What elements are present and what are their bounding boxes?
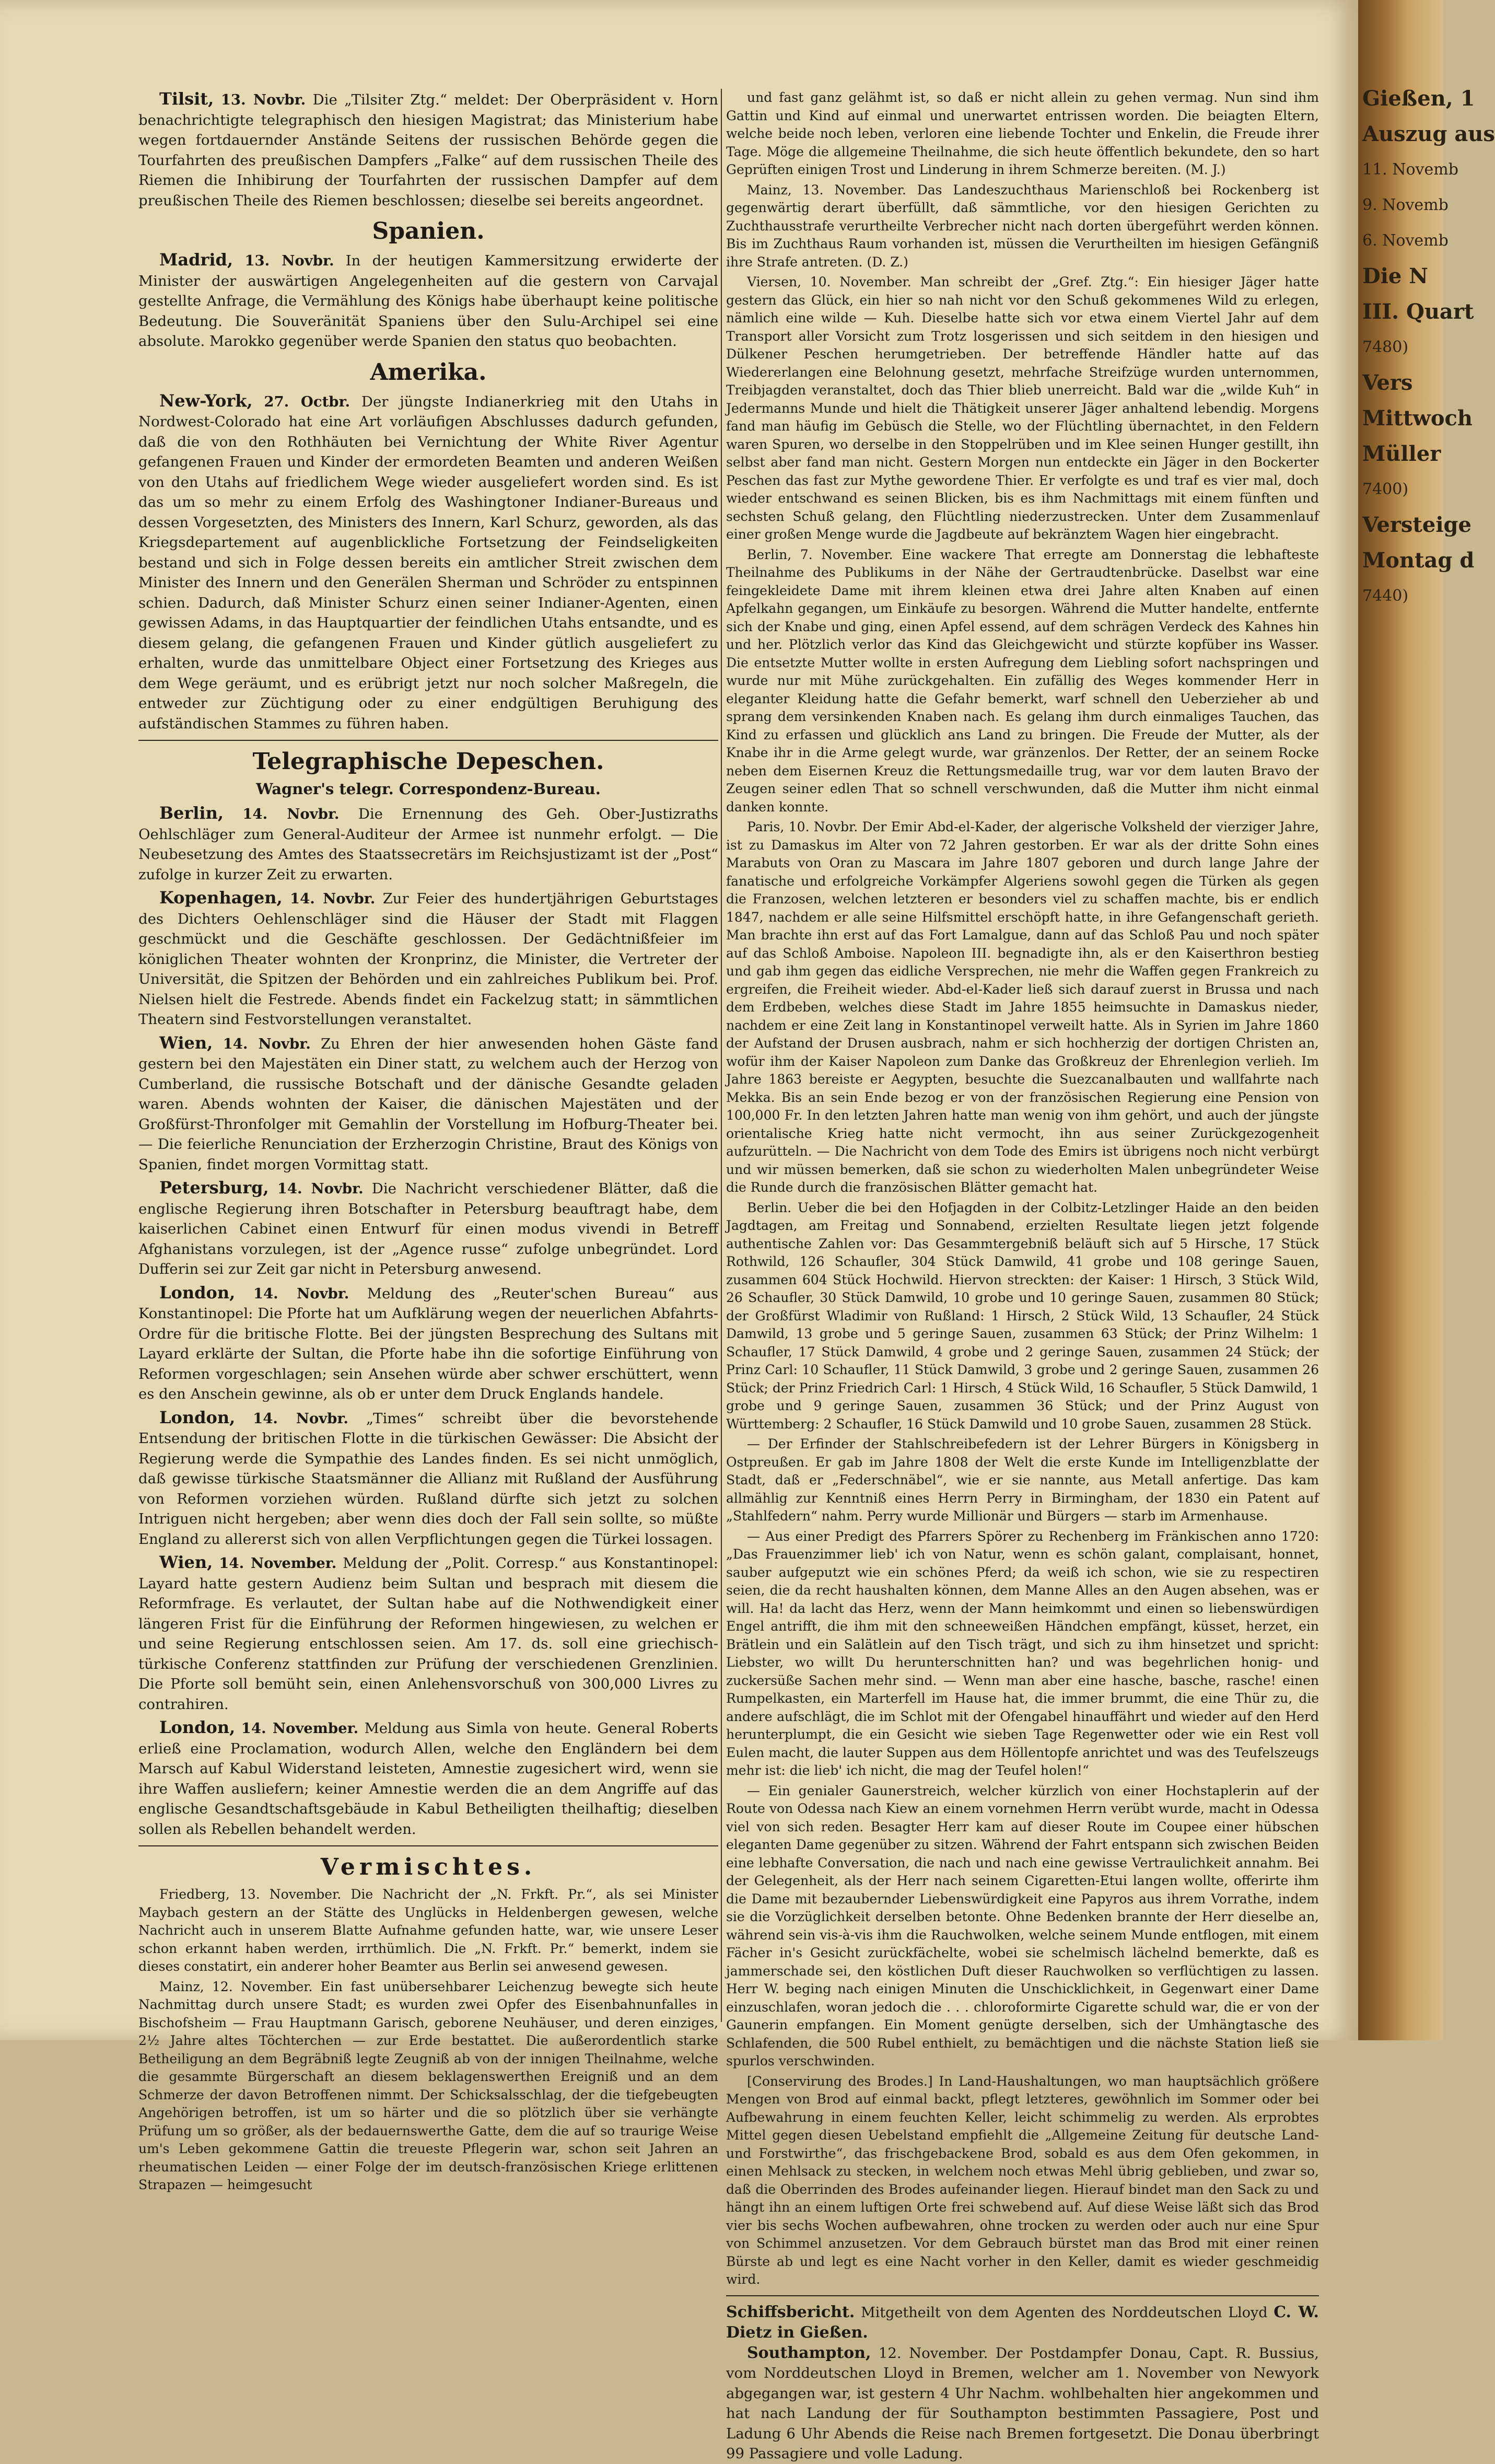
ship-report-body bbox=[726, 2343, 1319, 2464]
dateline-place: Berlin, bbox=[159, 803, 224, 823]
news-text: In der heutigen Kammersitzung erwiderte der Minister der auswärtigen Angelegenheiten auf die gestern von Carvajal gestellte Anfrage, die Vermählung des Königs habe überhaupt keine politische Bedeutung. Die Souveränität Spaniens über den Sulu-Archipel sei eine absolute. Marokko gegenüber werde Spanien den status quo beobachten. bbox=[138, 252, 718, 350]
news-text: Die „Tilsiter Ztg.“ meldet: Der Oberpräsident v. Horn benachrichtigte telegraphisch den hiesigen Magistrat; das Ministerium habe wegen fortdauernder Anstände Seitens der russischen Behörde gegen die Tourfahrten des preußischen Dampfers „Falke“ auf dem russischen Theile des Riemen die Inhibirung der Tourfahrten der russischen Dampfer auf dem preußischen Theile des Riemen beschlossen; dieselbe sei bereits angeordnet. bbox=[138, 91, 718, 209]
misc-paragraph: Viersen, 10. November. Man schreibt der „Gref. Ztg.“: Ein hiesiger Jäger hatte gestern das Glück, ein hier so nah nicht vor den Schuß gekommenes Wild zu erlegen, nämlich eine wilde — Kuh. Dieselbe hatte sich vor etwa einem Viertel Jahr auf dem Transport aller Vorsicht zum Trotz losgerissen und sich seitdem in den hiesigen und Dülkener Peschen herumgetrieben. Der betreffende Händler hatte auf das Wiedererlangen eine Belohnung gesetzt, mehrfache Streifzüge wurden unternommen, Treibjagden veranstaltet, doch das Thier blieb unerreicht. Bald war die „wilde Kuh“ in Jedermanns Munde und hielt die Thätigkeit unserer Jäger anhaltend lebendig. Morgens fand man häufig im Gebüsch die Stelle, wo der Flüchtling übernachtet, in den Feldern waren Spuren, wo derselbe in den Stoppelrüben und im Klee seinen Hunger gestillt, ihn selbst aber fand man nicht. Gestern Morgen nun entdeckte ein Jäger in den Bockerter Peschen das fast zur Mythe gewordene Thier. Er verfolgte es und traf es vier mal, doch wieder entschwand es seinen Blicken, bis es ihm Nachmittags mit einem fünften und sechsten Schuß gelang, den Flüchtling niederzustrecken. Unter dem Zusammenlauf einer großen Menge wurde die Jagdbeute auf bekränztem Wagen hier eingebracht. bbox=[726, 274, 1319, 542]
news-item bbox=[138, 1033, 718, 1175]
dateline-place: Wien, bbox=[159, 1032, 213, 1053]
dateline-date: 14. November. bbox=[241, 1720, 359, 1737]
column-left bbox=[138, 89, 718, 2192]
misc-paragraph: — Der Erfinder der Stahlschreibefedern ist der Lehrer Bürgers in Königsberg in Ostpreußen. Er gab im Jahre 1808 der Welt die erste Kunde im Intelligenzblatte der Stadt, daß er „Federschnäbel“, wie er sie nannte, aus Metall anfertige. Das kam allmählig zur Kenntniß eines Herrn Perry in Birmingham, der 1830 ein Patent auf „Stahlfedern“ nahm. Perry wurde Millionär und Bürgers — starb im Armenhause. bbox=[726, 1436, 1319, 1524]
margin-fragment: Mittwoch bbox=[1362, 406, 1473, 431]
ship-report-title: Schiffsbericht. bbox=[726, 2303, 855, 2321]
dateline-date: 14. Novbr. bbox=[253, 1410, 348, 1427]
misc-paragraph: — Ein genialer Gaunerstreich, welcher kürzlich von einer Hochstaplerin auf der Route von Odessa nach Kiew an einem vornehmen Herrn verübt wurde, macht in Odessa viel von sich reden. Besagter Herr kam auf dieser Route im Coupee einer hübschen eleganten Dame gegenüber zu sitzen. Während der Fahrt entspann sich zwischen Beiden eine lebhafte Conversation, die nach und nach eine gewisse Vertraulichkeit annahm. Bei der Gelegenheit, als der Herr nach seinem Cigaretten-Etui langen wollte, offerirte ihm die Dame mit bezaubernder Liebenswürdigkeit eine Papyros aus ihrem Vorrathe, indem sie die Vorzüglichkeit derselben betonte. Ohne Bedenken brannte der Herr dieselbe an, während sein vis-à-vis ihm die Rauchwolken, welche seinem Munde entflogen, mit einem Fächer in's Gesicht zurückfächelte, wobei sie schelmisch lächelnd bemerkte, daß es jammerschade sei, den köstlichen Duft dieser Rauchwolken so verflüchtigen zu lassen. Herr W. beging nach einigen Minuten die Unschicklichkeit, in Gegenwart einer Dame einzuschlafen, woran jedoch die . . . chloroformirte Cigarette schuld war, die er von der Gaunerin empfangen. Ein Moment genügte derselben, sich der Umhängtasche des Schlafenden, die 500 Rubel enthielt, zu bemächtigen und die nächste Station ließ sie spurlos verschwinden. bbox=[726, 1783, 1319, 2068]
news-item bbox=[138, 888, 718, 1030]
dateline-place: Tilsit, bbox=[159, 89, 214, 109]
news-text: Zur Feier des hundertjährigen Geburtstages des Dichters Oehlenschläger sind die Häuser der Stadt mit Flaggen geschmückt und die Geschäfte geschlossen. Der Gedächtnißfeier im königlichen Theater wohnten der Kronprinz, die Minister, die Vertreter der Universität, die Spitzen der Behörden und ein zahlreiches Publikum bei. Prof. Nielsen hielt die Festrede. Abends findet ein Fackelzug statt; in sämmtlichen Theatern sind Festvorstellungen veranstaltet. bbox=[138, 890, 718, 1028]
margin-fragment: III. Quart bbox=[1362, 299, 1474, 324]
dateline-date: 27. Octbr. bbox=[264, 393, 351, 410]
margin-fragment: 6. Novemb bbox=[1362, 231, 1449, 250]
dateline-place: Kopenhagen, bbox=[159, 888, 283, 908]
margin-fragment: 7440) bbox=[1362, 587, 1409, 605]
dateline-place: London, bbox=[159, 1407, 236, 1427]
dateline-place: Wien, bbox=[159, 1552, 213, 1572]
news-item bbox=[138, 803, 718, 885]
news-text: Meldung der „Polit. Corresp.“ aus Konstantinopel: Layard hatte gestern Audienz beim Sultan und besprach mit diesem die Reformfrage. Es verlautet, der Sultan habe auf die Nothwendigkeit einer längeren Frist für die Einführung der Reformen hingewiesen, zu welchen er und seine Regierung entschlossen seien. Am 17. ds. soll eine griechisch-türkische Conferenz stattfinden zur Prüfung der verschiedenen Grenzlinien. Die Pforte soll bemüht sein, einen Anlehensvorschuß von 300,000 Livres zu contrahiren. bbox=[138, 1555, 718, 1713]
adjacent-page-fragments bbox=[1358, 86, 1495, 2022]
margin-fragment: Auszug aus bbox=[1362, 122, 1495, 146]
misc-paragraph: Paris, 10. Novbr. Der Emir Abd-el-Kader, der algerische Volksheld der vierziger Jahre, ist zu Damaskus im Alter von 72 Jahren gestorben. Er war als der dritte Sohn eines Marabuts von Oran zu Mascara im Jahre 1807 geboren und durch lange Jahre der fanatische und erfolgreiche Vorkämpfer Algeriens sowohl gegen die Türken als gegen die Franzosen, welchen letzteren er besonders viel zu schaffen machte, bis er endlich 1847, nachdem er alle seine Hilfsmittel erschöpft hatte, in ihre Gefangenschaft gerieth. Man brachte ihn erst auf das Fort Lamalgue, dann auf das Schloß Pau und noch später auf das Schloß Amboise. Napoleon III. begnadigte ihn, als er den Kaiserthron bestieg und gab ihm gegen das eidliche Versprechen, nie mehr die Waffen gegen Frankreich zu ergreifen, die Freiheit wieder. Abd-el-Kader ließ sich darauf zuerst in Brussa und nach dem Erdbeben, welches diese Stadt im Jahre 1855 heimsuchte in Damaskus nieder, nachdem er eine Zeit lang in Konstantinopel verweilt hatte. Als in Syrien im Jahre 1860 der Aufstand der Drusen ausbrach, nahm er sich hochherzig der dortigen Christen an, wofür ihm der Kaiser Napoleon zum Danke das Großkreuz der Ehrenlegion verlieh. Im Jahre 1863 bereiste er Aegypten, besuchte die Suezcanalbauten und wallfahrte nach Mekka. Bis an sein Ende bezog er von der französischen Regierung eine Pension von 100,000 Fr. In den letzten Jahren hatte man wenig von ihm gehört, und auch der jüngste orientalische Krieg hatte nicht vermocht, ihn aus seiner Zurückgezogenheit aufzurütteln. — Die Nachricht von dem Tode des Emirs ist übrigens noch nicht verbürgt und wir müssen bemerken, daß sie schon zu wiederholten Malen unbegründeter Weise die Runde durch die französischen Blätter gemacht hat. bbox=[726, 819, 1319, 1195]
news-item bbox=[138, 1552, 718, 1714]
news-item bbox=[138, 391, 718, 734]
news-item bbox=[138, 1717, 718, 1839]
ship-report-date: 12. November. bbox=[878, 2344, 988, 2362]
dateline-place: Madrid, bbox=[159, 250, 233, 270]
dateline-date: 13. Novbr. bbox=[220, 91, 306, 108]
ship-report bbox=[726, 2303, 1319, 2464]
margin-fragment: 7400) bbox=[1362, 480, 1409, 498]
section-heading-telegrams: Telegraphische Depeschen. bbox=[252, 748, 604, 775]
misc-paragraph: Friedberg, 13. November. Die Nachricht der „N. Frkft. Pr.“, als sei Minister Maybach gestern an der Stätte des Unglücks in Heldenbergen gewesen, welche Nachricht auch in unserem Blatte Aufnahme gefunden hatte, war, wie unsere Leser schon erkannt haben werden, irrthümlich. Die „N. Frkft. Pr.“ bemerkt, indem sie dieses constatirt, ein anderer hoher Beamter aus Berlin sei anwesend gewesen. bbox=[138, 1887, 718, 1974]
news-text: Die Ernennung des Geh. Ober-Justizraths Oehlschläger zum General-Auditeur der Armee ist nunmehr erfolgt. — Die Neubesetzung des Amtes des Staatssecretärs im Reichsjustizamt ist der „Post“ zufolge in kurzer Zeit zu erwarten. bbox=[138, 806, 718, 883]
news-item bbox=[138, 89, 718, 211]
news-text: Meldung des „Reuter'schen Bureau“ aus Konstantinopel: Die Pforte hat um Aufklärung wegen der neuerlichen Abfahrts-Ordre für die britische Flotte. Bei der jüngsten Besprechung des Sultans mit Layard erklärte der Sultan, die Pforte habe ihn die sofortige Einführung von Reformen vorgeschlagen; sein Ansehen würde aber schwer erschüttert, wenn es den Anschein gewinne, als ob er unter dem Druck Englands handele. bbox=[138, 1285, 718, 1402]
divider bbox=[138, 740, 718, 741]
margin-fragment: Die N bbox=[1362, 264, 1428, 288]
column-right bbox=[726, 89, 1319, 2462]
news-text: Der jüngste Indianerkrieg mit den Utahs in Nordwest-Colorado hat eine Art vorläufigen Abschlusses dadurch gefunden, daß die von den Rothhäuten bei Vernichtung der White River Agentur gefangenen Frauen und Kinder der ermordeten Beamten und anderen Weißen von den Utahs auf friedlichem Wege wieder ausgeliefert worden sind. Es ist das um so mehr zu einem Erfolg des Washingtoner Indianer-Bureaus und dessen Vorgesetzten, des Ministers des Innern, Karl Schurz, geworden, als das Kriegsdepartement auf augenblickliche Fortsetzung der Feindseligkeiten bestand und sich in Folge dessen bereits ein amtlicher Streit zwischen dem Minister des Innern und den Generälen Sherman und Schröder zu entspinnen schien. Dadurch, daß Minister Schurz einen seiner Indianer-Agenten, einen gewissen Adams, in das Hauptquartier der feindlichen Utahs entsandte, und es diesem gelang, die gefangenen Frauen und Kinder gütlich ausgeliefert zu erhalten, wurde das unmittelbare Object einer Fortsetzung des Krieges aus dem Wege geräumt, und es erübrigt jetzt nur noch solcher Maßregeln, die entweder zur Züchtigung oder zu einer endgültigen Beruhigung des aufständischen Stammes zu führen haben. bbox=[138, 393, 718, 732]
dateline-date: 14. Novbr. bbox=[223, 1035, 311, 1052]
dateline-date: 14. November. bbox=[219, 1555, 337, 1572]
margin-fragment: 11. Novemb bbox=[1362, 160, 1458, 179]
news-item bbox=[138, 250, 718, 352]
news-item bbox=[138, 1408, 718, 1550]
ship-report-agent: C. W. Dietz in Gießen. bbox=[726, 2303, 1319, 2342]
dateline-place: Petersburg, bbox=[159, 1178, 269, 1198]
margin-fragment: Vers bbox=[1362, 370, 1413, 395]
ship-report-text: Der Postdampfer Donau, Capt. R. Bussius, vom Norddeutschen Lloyd in Bremen, welcher am 1. November von Newyork abgegangen war, ist gestern 4 Uhr Nachm. wohlbehalten hier angekommen und hat nach Landung der für Southampton bestimmten Passagiere, Post und Ladung 6 Uhr Abends die Reise nach Bremen fortgesetzt. Die Donau überbringt 99 Passagiere und volle Ladung. bbox=[726, 2344, 1319, 2462]
misc-paragraph: — Aus einer Predigt des Pfarrers Spörer zu Rechenberg im Fränkischen anno 1720: „Das Frauenzimmer lieb' ich von Natur, wenn es schön galant, complaisant, honnet, sauber aufgeputzt wie ein schönes Pferd; da weiß ich schon, wie sie zu respectiren seien, die da recht haushalten können, dem Manne Alles an den Augen absehen, was er will. Ha! da lacht das Herz, wenn der Mann heimkommt und einen so liebenswürdigen Engel antrifft, die ihm mit den schneeweißen Händchen empfängt, küsset, herzet, ein Brätlein und ein Salätlein auf den Tisch trägt, und sich zu ihm hinsetzet und spricht: Liebster, wo willt Du herunterschnitten han? und was begehrlichen honig- und zuckersüße Sachen mehr sind. — Wenn man aber eine hasche, basche, rasche! einen Rumpelkasten, ein Marterfell im Hause hat, die immer brummt, die eine Thür zu, die andere aufschlägt, die im Schlot mit der Ofengabel hinauffährt und wieder auf den Herd herunterplumpt, die ein Gesicht wie sieben Tage Regenwetter oder wie ein Rest voll Eulen macht, die lauter Suppen aus dem Höllentopfe anrichtet und was des Teufelszeugs mehr ist: die lieb' ich nicht, die mag der Teufel holen!“ bbox=[726, 1528, 1319, 1778]
misc-paragraph: und fast ganz gelähmt ist, so daß er nicht allein zu gehen vermag. Nun sind ihm Gattin und Kind auf einmal und unerwartet entrissen worden. Die beiagten Eltern, welche beide noch leben, verloren eine liebende Tochter und Enkelin, die Freude ihrer Tage. Möge die allgemeine Theilnahme, die sich heute öffentlich bekundete, den so hart Geprüften einigen Trost und Linderung in ihrem Schmerze bereiten. (M. J.) bbox=[726, 90, 1319, 177]
dateline-date: 14. Novbr. bbox=[290, 890, 376, 907]
section-heading-miscellaneous: Vermischtes. bbox=[320, 1854, 536, 1880]
ship-report-place: Southampton, bbox=[747, 2343, 871, 2362]
dateline-date: 13. Novbr. bbox=[244, 252, 334, 269]
misc-paragraph: Berlin, 7. November. Eine wackere That erregte am Donnerstag die lebhafteste Theilnahme des Publikums in der Nähe der Gertraudtenbrücke. Daselbst war eine feingekleidete Dame mit ihrem kleinen etwa drei Jahre alten Knaben auf einen Apfelkahn gegangen, um Einkäufe zu besorgen. Während die Mutter handelte, entfernte sich der Knabe und ging, einen Apfel essend, auf dem schrägen Verdeck des Kahnes hin und her. Plötzlich verlor das Kind das Gleichgewicht und stürzte kopfüber ins Wasser. Die entsetzte Mutter wollte in ersten Aufregung dem Liebling sofort nachspringen und wurde nur mit Mühe zurückgehalten. Ein zufällig des Weges kommender Herr in eleganter Kleidung hatte die Gefahr bemerkt, warf schnell den Ueberzieher ab und sprang dem versinkenden Knaben nach. Es gelang ihm durch einmaliges Tauchen, das Kind zu erfassen und glücklich ans Land zu bringen. Die Freude der Mutter, als der Knabe ihr in die Arme gelegt wurde, war gränzenlos. Der Retter, der an seinem Rocke neben dem Eisernen Kreuz die Rettungsmedaille trug, war vor dem lauten Bravo der Zeugen seiner edlen That so schnell verschwunden, daß die Mutter ihm nicht einmal danken konnte. bbox=[726, 547, 1319, 815]
news-item bbox=[138, 1283, 718, 1404]
dateline-date: 14. Novbr. bbox=[253, 1285, 349, 1302]
margin-fragment: Versteige bbox=[1362, 513, 1471, 537]
margin-fragment: Müller bbox=[1362, 441, 1441, 466]
misc-paragraph: Mainz, 12. November. Ein fast unübersehbarer Leichenzug bewegte sich heute Nachmittag durch unsere Stadt; es wurden zwei Opfer des Eisenbahnunfalles in Bischofsheim — Frau Hauptmann Garisch, geborene Neuhäuser, und deren einziges, 2½ Jahre altes Töchterchen — zur Erde bestattet. Die außerordentlich starke Betheiligung an dem Begräbniß legte Zeugniß ab von der innigen Theilnahme, welche die gesammte Bürgerschaft an diesem beklagenswerthen Ereigniß und an dem Schmerze der davon Betroffenen nimmt. Der Schicksalsschlag, der die tiefgebeugten Angehörigen betroffen, ist um so härter und die so plötzlich über sie verhängte Prüfung um so größer, als der bedauernswerthe Gatte, dem die auf so traurige Weise um's Leben gekommene Gattin die treueste Pflegerin war, schon seit Jahren an rheumatischen Leiden — einer Folge der im deutsch-französischen Kriege erlittenen Strapazen — heimgesucht bbox=[138, 1979, 718, 2192]
margin-fragment: 7480) bbox=[1362, 338, 1409, 356]
dateline-date: 14. Novbr. bbox=[277, 1180, 364, 1197]
news-item bbox=[138, 1178, 718, 1280]
divider bbox=[138, 1845, 718, 1846]
divider bbox=[726, 2295, 1319, 2296]
section-heading-america: Amerika. bbox=[370, 358, 487, 386]
dateline-place: New-York, bbox=[159, 390, 253, 411]
news-text: Die Nachricht verschiedener Blätter, daß die englische Regierung ihren Botschafter in Petersburg beauftragt habe, dem kaiserlichen Cabinet einen Entwurf für einen modus vivendi in Betreff Afghanistans vorzulegen, ist der „Agence russe“ zufolge unbegründet. Lord Dufferin sei zur Zeit gar nicht in Petersburg anwesend. bbox=[138, 1180, 718, 1277]
margin-fragment: Gießen, 1 bbox=[1362, 86, 1475, 111]
misc-paragraph: Mainz, 13. November. Das Landeszuchthaus Marienschloß bei Rockenberg ist gegenwärtig derart überfüllt, daß sämmtliche, vor den hiesigen Gerichten zu Zuchthausstrafe verurtheilte Verbrecher nicht nach dorten übergeführt werden können. Bis im Zuchthaus Raum vorhanden ist, müssen die Verurtheilten im hiesigen Gefängniß ihre Strafe antreten. (D. Z.) bbox=[726, 182, 1319, 270]
news-text: „Times“ schreibt über die bevorstehende Entsendung der britischen Flotte in die türkischen Gewässer: Die Absicht der Regierung werde die Sympathie des Landes finden. Es sei nicht unmöglich, daß gewisse türkische Staatsmänner die Allianz mit Rußland der Ausführung von Reformen vorziehen würden. Rußland dürfte sich jetzt zu solchen Intriguen nicht hergeben; aber wenn dies doch der Fall sein sollte, so müßte England zu allererst sich von allen Verpflichtungen gegen die Türkei lossagen. bbox=[138, 1410, 718, 1548]
telegram-bureau: Wagner's telegr. Correspondenz-Bureau. bbox=[256, 780, 601, 798]
dateline-date: 14. Novbr. bbox=[242, 806, 340, 822]
column-divider bbox=[721, 89, 722, 2022]
misc-paragraph: Berlin. Ueber die bei den Hofjagden in der Colbitz-Letzlinger Haide an den beiden Jagdtagen, am Freitag und Sonnabend, erzielten Resultate liegen jetzt folgende authentische Zahlen vor: Das Gesammtergebniß beläuft sich auf 5 Hirsche, 17 Stück Rothwild, 126 Schaufler, 304 Stück Damwild, 41 grobe und 108 geringe Sauen, zusammen 604 Stück Hochwild. Hiervon streckten: der Kaiser: 1 Hirsch, 3 Stück Wild, 26 Schaufler, 30 Stück Damwild, 10 grobe und 10 geringe Sauen, zusammen 80 Stück; der Großfürst Wladimir von Rußland: 1 Hirsch, 2 Stück Wild, 13 Schaufler, 24 Stück Damwild, 13 grobe und 5 geringe Sauen, zusammen 63 Stück; der Prinz Wilhelm: 1 Schaufler, 17 Stück Damwild, 4 grobe und 2 geringe Sauen, zusammen 24 Stück; der Prinz Carl: 10 Schaufler, 11 Stück Damwild, 3 grobe und 2 geringe Sauen, zusammen 26 Stück; der Prinz Friedrich Carl: 1 Hirsch, 4 Stück Wild, 16 Schaufler, 5 Stück Damwild, 1 grobe und 9 geringe Sauen, zusammen 36 Stück; und der Prinz August von Württemberg: 2 Schaufler, 16 Stück Damwild und 10 grobe Sauen, zusammen 28 Stück. bbox=[726, 1200, 1319, 1432]
news-text: Zu Ehren der hier anwesenden hohen Gäste fand gestern bei den Majestäten ein Diner statt, zu welchem auch der Herzog von Cumberland, die russische Botschaft und der dänische Gesandte geladen waren. Abends wohnten der Kaiser, die dänischen Majestäten und der Großfürst-Thronfolger mit Gemahlin der Vorstellung im Hofburg-Theater bei. — Die feierliche Renunciation der Erzherzogin Christine, Braut des Königs von Spanien, findet morgen Vormittag statt. bbox=[138, 1035, 718, 1173]
misc-paragraph: [Conservirung des Brodes.] In Land-Haushaltungen, wo man hauptsächlich größere Mengen von Brod auf einmal backt, pflegt letzteres, gewöhnlich im Sommer oder bei Aufbewahrung in einem feuchten Keller, leicht schimmelig zu werden. Als erprobtes Mittel gegen diesen Uebelstand empfiehlt die „Allgemeine Zeitung für deutsche Land- und Forstwirthe“, das frischgebackene Brod, sobald es aus dem Ofen gekommen, in einen Mehlsack zu stecken, in welchem noch etwas Mehl übrig geblieben, und zwar so, daß die Oberrinden des Brodes aufeinander liegen. Hierauf bindet man den Sack zu und hängt ihn an einem luftigen Orte frei schwebend auf. Auf diese Weise läßt sich das Brod vier bis sechs Wochen aufbewahren, ohne trocken zu werden oder auch nur eine Spur von Schimmel anzusetzen. Vor dem Gebrauch bürstet man das Brod mit einer reinen Bürste ab und legt es eine Nacht vorher in den Keller, damit es wieder geschmeidig wird. bbox=[726, 2073, 1319, 2287]
margin-fragment: Montag d bbox=[1362, 548, 1475, 573]
dateline-place: London, bbox=[159, 1717, 236, 1737]
section-heading-spain: Spanien. bbox=[372, 218, 485, 245]
news-text: Meldung aus Simla von heute. General Roberts erließ eine Proclamation, wodurch Allen, welche den Engländern bei dem Marsch auf Kabul Widerstand leisteten, Amnestie zugesichert wird, wenn sie ihre Waffen ausliefern; keiner Amnestie werden die an dem Angriffe auf das englische Gesandtschaftsgebäude in Kabul Betheiligten theilhaftig; dieselben sollen als Rebellen behandelt werden. bbox=[138, 1720, 718, 1838]
margin-fragment: 9. Novemb bbox=[1362, 196, 1449, 214]
dateline-place: London, bbox=[159, 1282, 236, 1303]
ship-report-intro: Mitgetheilt von dem Agenten des Norddeutschen Lloyd bbox=[860, 2304, 1268, 2321]
